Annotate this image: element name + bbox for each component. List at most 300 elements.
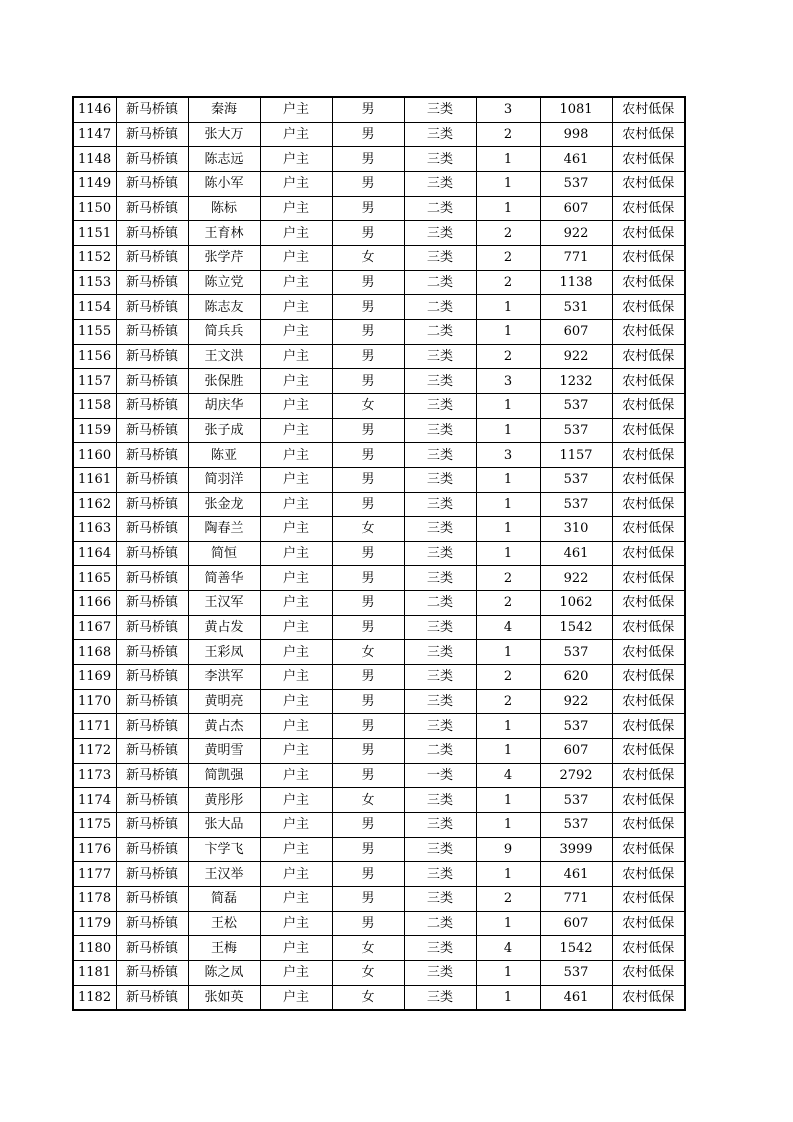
assistance-type-cell: 农村低保 [612,813,685,838]
household-size-cell: 2 [476,689,540,714]
relation-cell: 户主 [260,591,332,616]
gender-cell: 女 [332,960,404,985]
category-cell: 三类 [404,887,476,912]
table-row [73,591,685,616]
name-cell: 张学芹 [188,245,260,270]
relation-cell: 户主 [260,245,332,270]
amount-cell: 922 [540,689,612,714]
gender-cell: 男 [332,443,404,468]
gender-cell: 男 [332,97,404,122]
town-cell: 新马桥镇 [116,171,188,196]
table-row [73,393,685,418]
relation-cell: 户主 [260,837,332,862]
relation-cell: 户主 [260,911,332,936]
household-size-cell: 2 [476,221,540,246]
category-cell: 三类 [404,245,476,270]
name-cell: 陈之凤 [188,960,260,985]
town-cell: 新马桥镇 [116,689,188,714]
category-cell: 二类 [404,591,476,616]
town-cell: 新马桥镇 [116,739,188,764]
household-size-cell: 2 [476,270,540,295]
relation-cell: 户主 [260,270,332,295]
household-size-cell: 1 [476,147,540,172]
table-row [73,344,685,369]
gender-cell: 男 [332,665,404,690]
relation-cell: 户主 [260,788,332,813]
category-cell: 三类 [404,221,476,246]
gender-cell: 女 [332,393,404,418]
name-cell: 陈亚 [188,443,260,468]
category-cell: 二类 [404,911,476,936]
gender-cell: 男 [332,541,404,566]
household-size-cell: 1 [476,295,540,320]
serial-number-cell: 1162 [73,492,116,517]
gender-cell: 男 [332,344,404,369]
gender-cell: 男 [332,591,404,616]
serial-number-cell: 1148 [73,147,116,172]
town-cell: 新马桥镇 [116,97,188,122]
gender-cell: 男 [332,369,404,394]
table-row [73,763,685,788]
category-cell: 三类 [404,147,476,172]
amount-cell: 771 [540,887,612,912]
table-row [73,960,685,985]
table-row [73,615,685,640]
amount-cell: 1542 [540,615,612,640]
amount-cell: 531 [540,295,612,320]
table-row [73,566,685,591]
assistance-type-cell: 农村低保 [612,196,685,221]
household-size-cell: 1 [476,960,540,985]
gender-cell: 男 [332,739,404,764]
table-row [73,147,685,172]
name-cell: 黄明亮 [188,689,260,714]
table-row [73,319,685,344]
name-cell: 黄占杰 [188,714,260,739]
name-cell: 秦海 [188,97,260,122]
serial-number-cell: 1157 [73,369,116,394]
gender-cell: 男 [332,270,404,295]
table-row [73,295,685,320]
relation-cell: 户主 [260,418,332,443]
relation-cell: 户主 [260,517,332,542]
assistance-type-cell: 农村低保 [612,319,685,344]
household-size-cell: 1 [476,714,540,739]
name-cell: 李洪军 [188,665,260,690]
name-cell: 王育林 [188,221,260,246]
amount-cell: 1542 [540,936,612,961]
table-row [73,887,685,912]
serial-number-cell: 1153 [73,270,116,295]
relation-cell: 户主 [260,369,332,394]
category-cell: 二类 [404,270,476,295]
assistance-type-cell: 农村低保 [612,739,685,764]
relation-cell: 户主 [260,196,332,221]
relation-cell: 户主 [260,541,332,566]
assistance-type-cell: 农村低保 [612,714,685,739]
town-cell: 新马桥镇 [116,418,188,443]
name-cell: 张大品 [188,813,260,838]
category-cell: 二类 [404,739,476,764]
amount-cell: 607 [540,196,612,221]
serial-number-cell: 1165 [73,566,116,591]
name-cell: 张金龙 [188,492,260,517]
town-cell: 新马桥镇 [116,147,188,172]
assistance-type-cell: 农村低保 [612,97,685,122]
table-row [73,245,685,270]
name-cell: 陈立党 [188,270,260,295]
household-size-cell: 9 [476,837,540,862]
town-cell: 新马桥镇 [116,763,188,788]
table-row [73,541,685,566]
town-cell: 新马桥镇 [116,640,188,665]
relation-cell: 户主 [260,739,332,764]
amount-cell: 461 [540,147,612,172]
amount-cell: 310 [540,517,612,542]
household-size-cell: 1 [476,517,540,542]
serial-number-cell: 1178 [73,887,116,912]
category-cell: 三类 [404,566,476,591]
town-cell: 新马桥镇 [116,221,188,246]
serial-number-cell: 1173 [73,763,116,788]
relation-cell: 户主 [260,344,332,369]
town-cell: 新马桥镇 [116,887,188,912]
assistance-type-cell: 农村低保 [612,615,685,640]
serial-number-cell: 1181 [73,960,116,985]
relation-cell: 户主 [260,936,332,961]
category-cell: 三类 [404,936,476,961]
household-size-cell: 4 [476,936,540,961]
category-cell: 三类 [404,813,476,838]
town-cell: 新马桥镇 [116,319,188,344]
amount-cell: 771 [540,245,612,270]
table-row [73,862,685,887]
gender-cell: 女 [332,245,404,270]
household-size-cell: 1 [476,492,540,517]
name-cell: 陈小军 [188,171,260,196]
gender-cell: 女 [332,936,404,961]
name-cell: 张大万 [188,122,260,147]
table-row [73,813,685,838]
amount-cell: 1062 [540,591,612,616]
assistance-type-cell: 农村低保 [612,517,685,542]
gender-cell: 男 [332,689,404,714]
assistance-type-cell: 农村低保 [612,270,685,295]
assistance-type-cell: 农村低保 [612,689,685,714]
serial-number-cell: 1161 [73,467,116,492]
assistance-type-cell: 农村低保 [612,763,685,788]
household-size-cell: 2 [476,887,540,912]
table-row [73,837,685,862]
town-cell: 新马桥镇 [116,467,188,492]
table-row [73,492,685,517]
amount-cell: 3999 [540,837,612,862]
gender-cell: 男 [332,615,404,640]
town-cell: 新马桥镇 [116,813,188,838]
amount-cell: 537 [540,171,612,196]
relation-cell: 户主 [260,985,332,1010]
category-cell: 二类 [404,196,476,221]
gender-cell: 男 [332,887,404,912]
category-cell: 三类 [404,122,476,147]
household-size-cell: 2 [476,245,540,270]
amount-cell: 537 [540,467,612,492]
name-cell: 王彩凤 [188,640,260,665]
serial-number-cell: 1160 [73,443,116,468]
amount-cell: 537 [540,492,612,517]
assistance-type-cell: 农村低保 [612,591,685,616]
relation-cell: 户主 [260,492,332,517]
table-row [73,418,685,443]
gender-cell: 男 [332,467,404,492]
household-size-cell: 1 [476,196,540,221]
name-cell: 陈志远 [188,147,260,172]
town-cell: 新马桥镇 [116,344,188,369]
table-row [73,689,685,714]
relation-cell: 户主 [260,960,332,985]
name-cell: 简恒 [188,541,260,566]
assistance-type-cell: 农村低保 [612,541,685,566]
category-cell: 三类 [404,862,476,887]
table-row [73,467,685,492]
town-cell: 新马桥镇 [116,541,188,566]
household-size-cell: 2 [476,591,540,616]
town-cell: 新马桥镇 [116,369,188,394]
category-cell: 三类 [404,443,476,468]
town-cell: 新马桥镇 [116,196,188,221]
table-row [73,171,685,196]
table-row [73,97,685,122]
serial-number-cell: 1174 [73,788,116,813]
serial-number-cell: 1164 [73,541,116,566]
gender-cell: 女 [332,985,404,1010]
assistance-type-cell: 农村低保 [612,936,685,961]
relation-cell: 户主 [260,443,332,468]
serial-number-cell: 1151 [73,221,116,246]
household-size-cell: 4 [476,763,540,788]
amount-cell: 537 [540,788,612,813]
household-size-cell: 1 [476,541,540,566]
table-row [73,714,685,739]
amount-cell: 607 [540,739,612,764]
name-cell: 陈志友 [188,295,260,320]
household-size-cell: 1 [476,393,540,418]
serial-number-cell: 1175 [73,813,116,838]
town-cell: 新马桥镇 [116,443,188,468]
amount-cell: 620 [540,665,612,690]
relation-cell: 户主 [260,566,332,591]
category-cell: 三类 [404,960,476,985]
gender-cell: 女 [332,517,404,542]
household-size-cell: 4 [476,615,540,640]
amount-cell: 537 [540,714,612,739]
table-row [73,517,685,542]
household-size-cell: 2 [476,344,540,369]
serial-number-cell: 1149 [73,171,116,196]
household-size-cell: 2 [476,566,540,591]
serial-number-cell: 1167 [73,615,116,640]
amount-cell: 461 [540,541,612,566]
assistance-type-cell: 农村低保 [612,985,685,1010]
gender-cell: 男 [332,221,404,246]
name-cell: 陶春兰 [188,517,260,542]
town-cell: 新马桥镇 [116,837,188,862]
table-row [73,665,685,690]
serial-number-cell: 1158 [73,393,116,418]
amount-cell: 461 [540,985,612,1010]
amount-cell: 537 [540,418,612,443]
relation-cell: 户主 [260,393,332,418]
table-row [73,739,685,764]
category-cell: 三类 [404,714,476,739]
assistance-type-cell: 农村低保 [612,492,685,517]
relief-roster-table [72,96,686,1011]
assistance-type-cell: 农村低保 [612,295,685,320]
serial-number-cell: 1163 [73,517,116,542]
serial-number-cell: 1152 [73,245,116,270]
amount-cell: 1138 [540,270,612,295]
assistance-type-cell: 农村低保 [612,245,685,270]
relation-cell: 户主 [260,467,332,492]
name-cell: 张保胜 [188,369,260,394]
household-size-cell: 3 [476,97,540,122]
serial-number-cell: 1177 [73,862,116,887]
category-cell: 三类 [404,541,476,566]
relation-cell: 户主 [260,813,332,838]
serial-number-cell: 1168 [73,640,116,665]
relation-cell: 户主 [260,221,332,246]
relation-cell: 户主 [260,640,332,665]
name-cell: 张子成 [188,418,260,443]
category-cell: 三类 [404,517,476,542]
category-cell: 三类 [404,640,476,665]
category-cell: 三类 [404,689,476,714]
category-cell: 三类 [404,665,476,690]
household-size-cell: 1 [476,862,540,887]
assistance-type-cell: 农村低保 [612,566,685,591]
household-size-cell: 1 [476,739,540,764]
amount-cell: 922 [540,566,612,591]
relation-cell: 户主 [260,295,332,320]
assistance-type-cell: 农村低保 [612,640,685,665]
gender-cell: 女 [332,788,404,813]
name-cell: 简羽洋 [188,467,260,492]
gender-cell: 男 [332,566,404,591]
gender-cell: 男 [332,418,404,443]
name-cell: 简磊 [188,887,260,912]
gender-cell: 男 [332,911,404,936]
assistance-type-cell: 农村低保 [612,418,685,443]
town-cell: 新马桥镇 [116,936,188,961]
serial-number-cell: 1156 [73,344,116,369]
household-size-cell: 1 [476,418,540,443]
household-size-cell: 3 [476,369,540,394]
household-size-cell: 1 [476,171,540,196]
category-cell: 三类 [404,985,476,1010]
gender-cell: 男 [332,813,404,838]
category-cell: 三类 [404,393,476,418]
relation-cell: 户主 [260,122,332,147]
gender-cell: 男 [332,319,404,344]
name-cell: 王松 [188,911,260,936]
gender-cell: 男 [332,147,404,172]
amount-cell: 461 [540,862,612,887]
town-cell: 新马桥镇 [116,665,188,690]
assistance-type-cell: 农村低保 [612,887,685,912]
household-size-cell: 1 [476,813,540,838]
name-cell: 简兵兵 [188,319,260,344]
name-cell: 张如英 [188,985,260,1010]
amount-cell: 1157 [540,443,612,468]
gender-cell: 男 [332,122,404,147]
roster-body [73,97,685,1010]
gender-cell: 男 [332,763,404,788]
household-size-cell: 2 [476,122,540,147]
household-size-cell: 1 [476,319,540,344]
amount-cell: 1232 [540,369,612,394]
town-cell: 新马桥镇 [116,960,188,985]
name-cell: 黄彤彤 [188,788,260,813]
name-cell: 陈标 [188,196,260,221]
gender-cell: 男 [332,837,404,862]
name-cell: 简善华 [188,566,260,591]
assistance-type-cell: 农村低保 [612,862,685,887]
relation-cell: 户主 [260,171,332,196]
serial-number-cell: 1176 [73,837,116,862]
gender-cell: 男 [332,295,404,320]
assistance-type-cell: 农村低保 [612,665,685,690]
serial-number-cell: 1172 [73,739,116,764]
relation-cell: 户主 [260,615,332,640]
table-row [73,196,685,221]
amount-cell: 537 [540,960,612,985]
serial-number-cell: 1171 [73,714,116,739]
name-cell: 简凯强 [188,763,260,788]
amount-cell: 537 [540,813,612,838]
assistance-type-cell: 农村低保 [612,467,685,492]
town-cell: 新马桥镇 [116,615,188,640]
town-cell: 新马桥镇 [116,295,188,320]
household-size-cell: 1 [476,640,540,665]
town-cell: 新马桥镇 [116,517,188,542]
household-size-cell: 1 [476,985,540,1010]
town-cell: 新马桥镇 [116,714,188,739]
household-size-cell: 2 [476,665,540,690]
serial-number-cell: 1150 [73,196,116,221]
category-cell: 三类 [404,788,476,813]
town-cell: 新马桥镇 [116,911,188,936]
assistance-type-cell: 农村低保 [612,369,685,394]
serial-number-cell: 1182 [73,985,116,1010]
assistance-type-cell: 农村低保 [612,221,685,246]
household-size-cell: 3 [476,443,540,468]
serial-number-cell: 1146 [73,97,116,122]
table-row [73,985,685,1010]
name-cell: 胡庆华 [188,393,260,418]
town-cell: 新马桥镇 [116,788,188,813]
household-size-cell: 1 [476,911,540,936]
table-row [73,369,685,394]
amount-cell: 537 [540,393,612,418]
serial-number-cell: 1169 [73,665,116,690]
name-cell: 黄明雪 [188,739,260,764]
name-cell: 王梅 [188,936,260,961]
category-cell: 三类 [404,492,476,517]
category-cell: 二类 [404,319,476,344]
serial-number-cell: 1155 [73,319,116,344]
relation-cell: 户主 [260,319,332,344]
assistance-type-cell: 农村低保 [612,344,685,369]
